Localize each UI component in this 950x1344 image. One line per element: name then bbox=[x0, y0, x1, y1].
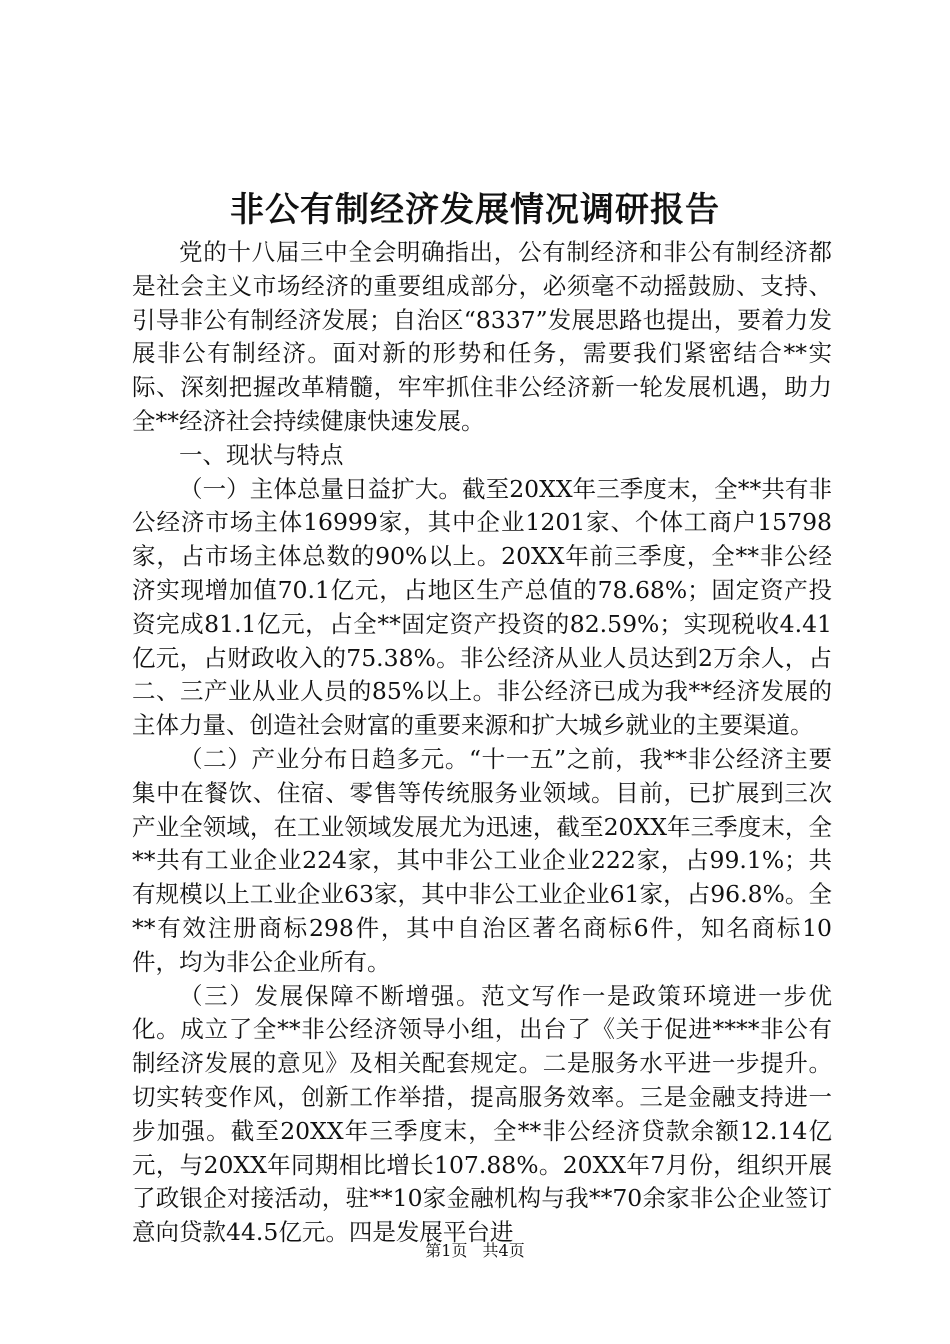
intro-paragraph: 党的十八届三中全会明确指出，公有制经济和非公有制经济都是社会主义市场经济的重要组成部分，必须毫不动摇鼓励、支持、引导非公有制经济发展；自治区“8337”发展思路也提出，要着力发展非公有制经济。面对新的形势和任务，需要我们紧密结合**实际、深刻把握改革精髓，牢牢抓住非公经济新一轮发展机遇，助力全**经济社会持续健康快速发展。 bbox=[132, 238, 832, 435]
page-number: 第1页 bbox=[425, 1241, 468, 1260]
subsection-paragraph-2: （二）产业分布日趋多元。“十一五”之前，我**非公经济主要集中在餐饮、住宿、零售等传统服务业领域。目前，已扩展到三次产业全领域，在工业领域发展尤为迅速，截至20XX年三季度末，全**共有工业企业224家，其中非公工业企业222家，占99.1%；共有规模以上工业企业63家，其中非公工业企业61家，占96.8%。全**有效注册商标298件，其中自治区著名商标6件，知名商标10件，均为非公企业所有。 bbox=[132, 744, 832, 976]
section-heading: 一、现状与特点 bbox=[179, 440, 344, 469]
subsection-paragraph-3: （三）发展保障不断增强。范文写作一是政策环境进一步优化。成立了全**非公经济领导小组，出台了《关于促进****非公有制经济发展的意见》及相关配套规定。二是服务水平进一步提升。切实转变作风，创新工作举措，提高服务效率。三是金融支持进一步加强。截至20XX年三季度末，全**非公经济贷款余额12.14亿元，与20XX年同期相比增长107.88%。20XX年7月份，组织开展了政银企对接活动，驻**10家金融机构与我**70余家非公企业签订意向贷款44.5亿元。四是发展平台进 bbox=[132, 981, 832, 1247]
document-body bbox=[132, 236, 832, 1250]
subsection-paragraph-1: （一）主体总量日益扩大。截至20XX年三季度末，全**共有非公经济市场主体16999家，其中企业1201家、个体工商户15798家，占市场主体总数的90%以上。20XX年前三季度，全**非公经济实现增加值70.1亿元，占地区生产总值的78.68%；固定资产投资完成81.1亿元，占全**固定资产投资的82.59%；实现税收4.41亿元，占财政收入的75.38%。非公经济从业人员达到2万余人，占二、三产业从业人员的85%以上。非公经济已成为我**经济发展的主体力量、创造社会财富的重要来源和扩大城乡就业的主要渠道。 bbox=[132, 474, 832, 740]
page-total: 共4页 bbox=[482, 1241, 525, 1260]
document-title: 非公有制经济发展情况调研报告 bbox=[230, 190, 720, 230]
page-footer bbox=[0, 1240, 950, 1262]
